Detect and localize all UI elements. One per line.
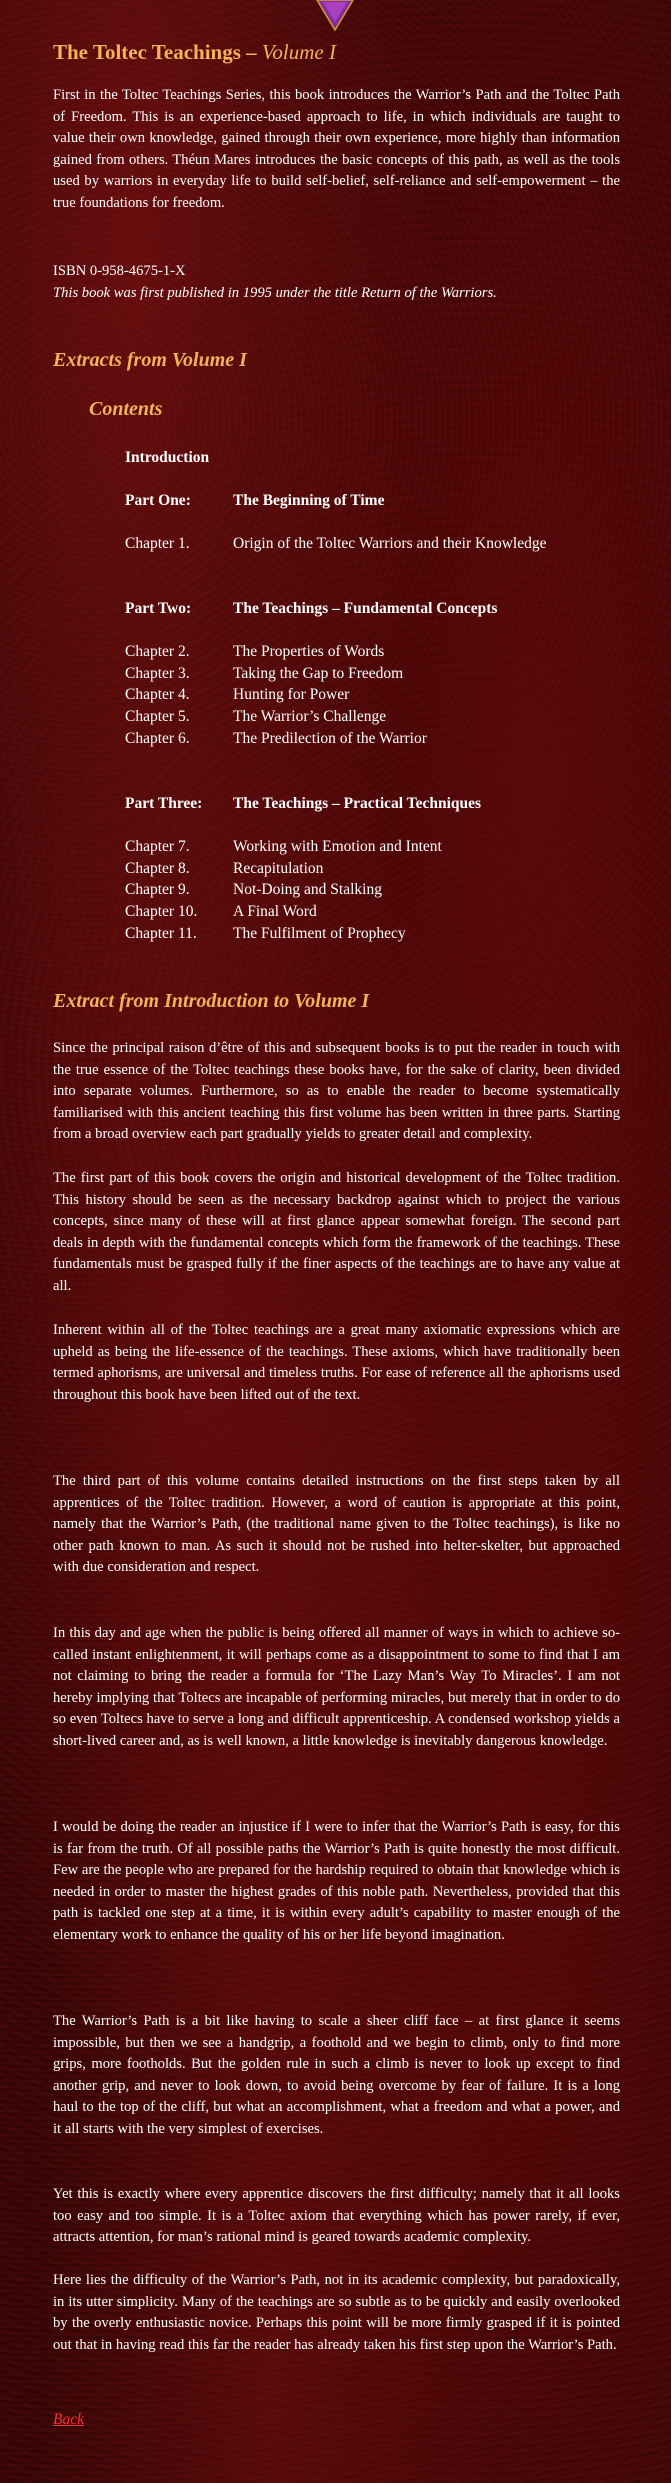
chapter-number: Chapter 2. [125, 643, 190, 660]
intro-paragraph: First in the Toltec Teachings Series, this book introduces the Warrior’s Path and the Toltec Path of Freedom. This is an experience-based approach to life, in which individuals are taught to value their own knowledge, gained through their own experience, more highly than information gained from others. Théun Mares introduces the basic concepts of this path, as well as the tools used by warriors in everyday life to build self-belief, self-reliance and self-empowerment – the true foundations for freedom. [53, 87, 620, 211]
contents-introduction: Introduction [125, 449, 210, 466]
page-title [53, 40, 336, 65]
chapter-title: The Warrior’s Challenge [233, 708, 387, 725]
purple-triangle-icon [313, 0, 357, 32]
chapter-number: Chapter 9. [125, 881, 190, 898]
first-published-note: This book was first published in 1995 under the title Return of the Warriors. [53, 285, 497, 301]
body-paragraph: Yet this is exactly where every apprentice discovers the first difficulty; namely that it all looks too easy and too simple. It is a Toltec axiom that everything which has power rarely, if ever, attracts attention, for man’s rational mind is geared towards academic complexity. [53, 2186, 620, 2246]
chapter-title: Working with Emotion and Intent [233, 838, 442, 855]
body-paragraph: Here lies the difficulty of the Warrior’s Path, not in its academic complexity, but paradoxically, in its utter simplicity. Many of the teachings are so subtle as to be quickly and easily overlooked by the overly enthusiastic novice. Perhaps this point will be more firmly grasped if it is pointed out that in having read this far the reader has already taken his first step upon the Warrior’s Path. [53, 2272, 620, 2353]
chapter-number: Chapter 3. [125, 665, 190, 682]
part-title: The Teachings – Fundamental Concepts [233, 600, 498, 617]
chapter-number: Chapter 4. [125, 686, 190, 703]
chapter-title: A Final Word [233, 903, 317, 920]
title-volume: Volume I [261, 40, 336, 64]
chapter-number: Chapter 11. [125, 925, 197, 942]
chapter-number: Chapter 5. [125, 708, 190, 725]
part-label: Part Three: [125, 795, 203, 812]
part-title: The Teachings – Practical Techniques [233, 795, 482, 812]
title-main: The Toltec Teachings – [53, 40, 262, 64]
chapter-title: Origin of the Toltec Warriors and their Knowledge [233, 535, 547, 552]
extract-heading: Extract from Introduction to Volume I [53, 990, 370, 1012]
body-paragraph: Since the principal raison d’être of this and subsequent books is to put the reader in touch with the true essence of the Toltec teachings these books have, for the sake of clarity, been divided into separate volumes. Furthermore, so as to enable the reader to become systematically familiarised with this ancient teaching this first volume has been written in three parts. Starting from a broad overview each part gradually yields to greater detail and complexity. [53, 1040, 620, 1143]
body-paragraph: The Warrior’s Path is a bit like having to scale a sheer cliff face – at first glance it seems impossible, but then we see a handgrip, a foothold and we begin to climb, only to find more grips, more footholds. But the golden rule in such a climb is never to look up except to find another grip, and never to look down, to avoid being overcome by fear of failure. It is a long haul to the top of the cliff, but what an accomplishment, what a freedom and what a power, and it all starts with the very simplest of exercises. [53, 2013, 620, 2137]
chapter-title: Taking the Gap to Freedom [233, 665, 404, 682]
body-paragraph: The third part of this volume contains detailed instructions on the first steps taken by all apprentices of the Toltec tradition. However, a word of caution is appropriate at this point, namely that the Warrior’s Path, (the traditional name given to the Toltec teachings), is like no other path known to man. As such it should not be rushed into helter-skelter, but approached with due consideration and respect. [53, 1473, 620, 1576]
chapter-title: The Properties of Words [233, 643, 385, 660]
body-paragraph: The first part of this book covers the origin and historical development of the Toltec tradition. This history should be seen as the necessary backdrop against which to project the various concepts, since many of these will at first glance appear somewhat foreign. The second part deals in depth with the fundamental concepts which form the framework of the teachings. These fundamentals must be grasped fully if the finer aspects of the teachings are to have any value at all. [53, 1170, 620, 1294]
chapter-number: Chapter 8. [125, 860, 190, 877]
chapter-title: The Fulfilment of Prophecy [233, 925, 406, 942]
chapter-title: Recapitulation [233, 860, 324, 877]
chapter-title: Not-Doing and Stalking [233, 881, 382, 898]
body-paragraph: Inherent within all of the Toltec teachings are a great many axiomatic expressions which are upheld as being the life-essence of the teachings. These axioms, which have traditionally been termed aphorisms, are universal and timeless truths. For ease of reference all the aphorisms used throughout this book have been lifted out of the text. [53, 1322, 620, 1403]
extracts-heading: Extracts from Volume I [53, 349, 247, 371]
chapter-number: Chapter 6. [125, 730, 190, 747]
body-paragraph: In this day and age when the public is being offered all manner of ways in which to achieve so-called instant enlightenment, it will perhaps come as a disappointment to some to find that I am not claiming to bring the reader a formula for ‘The Lazy Man’s Way To Miracles’. I am not hereby implying that Toltecs are incapable of performing miracles, but merely that in order to do so even Toltecs have to serve a long and difficult apprenticeship. A condensed workshop yields a short-lived career and, as is well known, a little knowledge is inevitably dangerous knowledge. [53, 1625, 620, 1749]
part-label: Part Two: [125, 600, 192, 617]
chapter-number: Chapter 10. [125, 903, 198, 920]
part-title: The Beginning of Time [233, 492, 385, 509]
isbn: ISBN 0-958-4675-1-X [53, 263, 186, 279]
part-label: Part One: [125, 492, 191, 509]
contents-heading: Contents [89, 398, 163, 420]
back-link[interactable]: Back [53, 2411, 84, 2428]
chapter-number: Chapter 1. [125, 535, 190, 552]
chapter-title: Hunting for Power [233, 686, 350, 703]
body-paragraph: I would be doing the reader an injustice if I were to infer that the Warrior’s Path is easy, for this is far from the truth. Of all possible paths the Warrior’s Path is quite honestly the most difficult. Few are the people who are prepared for the hardship required to obtain that knowledge which is needed in order to master the highest grades of this noble path. Nevertheless, provided that this path is tackled one step at a time, it is within every adult’s capability to master enough of the elementary work to enhance the quality of his or her life beyond imagination. [53, 1819, 620, 1943]
chapter-number: Chapter 7. [125, 838, 190, 855]
chapter-title: The Predilection of the Warrior [233, 730, 427, 747]
